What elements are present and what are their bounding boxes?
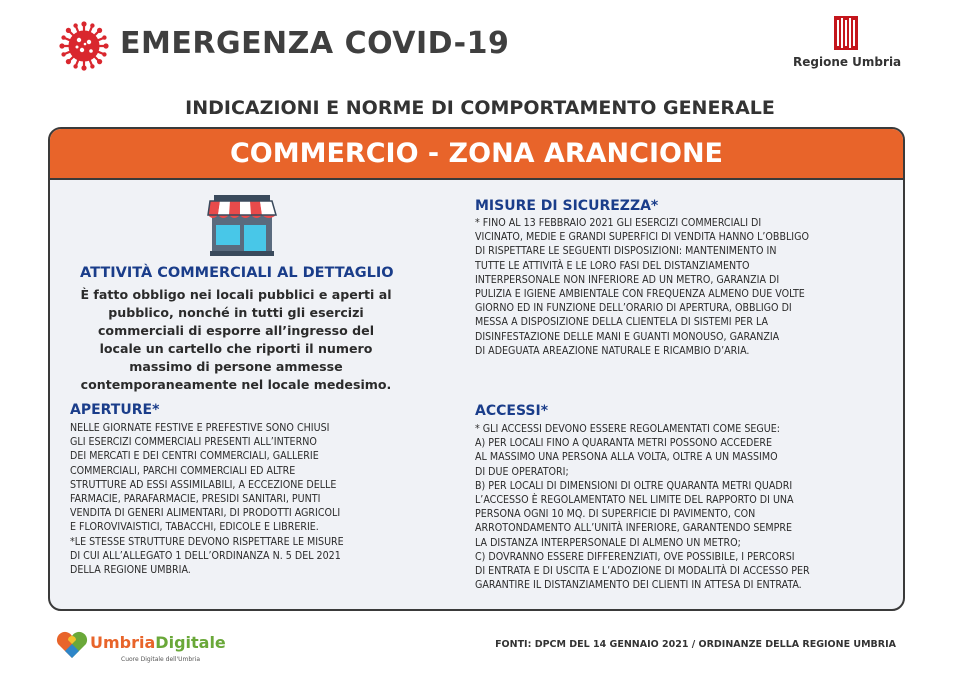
- misure-line: * FINO AL 13 FEBBRAIO 2021 GLI ESERCIZI COMMERCIALI DI: [475, 217, 762, 229]
- aperture-line: DI CUI ALL’ALLEGATO 1 DELL’ORDINANZA N. 5 DEL 2021: [70, 549, 341, 562]
- accessi-section-text: [475, 422, 810, 592]
- accessi-line: DI DUE OPERATORI;: [475, 465, 569, 478]
- regione-umbria-logo: [834, 16, 858, 50]
- aperture-line: GLI ESERCIZI COMMERCIALI PRESENTI ALL’INTERNO: [70, 436, 317, 449]
- umbria-digitale-heart-icon: [55, 631, 89, 659]
- accessi-line: DI ENTRATA E DI USCITA E L’ADOZIONE DI MODALITÀ DI ACCESSO PER: [475, 565, 810, 578]
- brand-part-1: Umbria: [90, 633, 156, 652]
- shop-icon: [206, 195, 278, 259]
- aperture-line: DEI MERCATI E DEI CENTRI COMMERCIALI, GALLERIE: [70, 450, 319, 463]
- brand-tagline: Cuore Digitale dell'Umbria: [121, 656, 200, 663]
- misure-line: VICINATO, MEDIE E GRANDI SUPERFICI DI VENDITA HANNO L’OBBLIGO: [475, 231, 809, 244]
- misure-line: MESSA A DISPOSIZIONE DELLA CLIENTELA DI SISTEMI PER LA: [475, 316, 769, 329]
- misure-section-title: MISURE DI SICUREZZA*: [475, 198, 659, 214]
- aperture-line: STRUTTURE AD ESSI ASSIMILABILI, A ECCEZIONE DELLE: [70, 478, 337, 491]
- aperture-line: E FLOROVIVAISTICI, TABACCHI, EDICOLE E LIBRERIE.: [70, 521, 319, 534]
- zone-banner: COMMERCIO - ZONA ARANCIONE: [50, 129, 903, 180]
- misure-section-text: [475, 216, 809, 358]
- content-panel: [48, 127, 905, 611]
- accessi-line: PERSONA OGNI 10 MQ. DI SUPERFICIE DI PAVIMENTO, CON: [475, 508, 756, 521]
- region-name: Regione Umbria: [793, 55, 902, 69]
- accessi-section-title: ACCESSI*: [475, 403, 549, 419]
- misure-line: DISINFESTAZIONE DELLE MANI E GUANTI MONOUSO, GARANZIA: [475, 330, 780, 343]
- aperture-section-text: [70, 421, 344, 577]
- accessi-line: A) PER LOCALI FINO A QUARANTA METRI POSSONO ACCEDERE: [475, 437, 772, 450]
- retail-section-title: ATTIVITÀ COMMERCIALI AL DETTAGLIO: [80, 265, 394, 281]
- aperture-line: COMMERCIALI, PARCHI COMMERCIALI ED ALTRE: [70, 464, 296, 477]
- accessi-line: LA DISTANZA INTERPERSONALE DI ALMENO UN METRO;: [475, 536, 741, 549]
- aperture-section-title: APERTURE*: [70, 402, 160, 418]
- misure-line: DI RISPETTARE LE SEGUENTI DISPOSIZIONI: MANTENIMENTO IN: [475, 245, 777, 258]
- accessi-line: * GLI ACCESSI DEVONO ESSERE REGOLAMENTATI COME SEGUE:: [475, 423, 781, 435]
- accessi-line: GARANTIRE IL DISTANZIAMENTO DEI CLIENTI IN ATTESA DI ENTRATA.: [475, 579, 802, 592]
- misure-line: TUTTE LE ATTIVITÀ E LE LORO FASI DEL DISTANZIAMENTO: [475, 259, 750, 272]
- page-title: EMERGENZA COVID-19: [120, 26, 510, 61]
- umbria-digitale-brand: [90, 633, 226, 652]
- accessi-line: B) PER LOCALI DI DIMENSIONI DI OLTRE QUARANTA METRI QUADRI: [475, 479, 793, 492]
- aperture-line: NELLE GIORNATE FESTIVE E PREFESTIVE SONO CHIUSI: [70, 422, 330, 434]
- retail-section-text: È fatto obbligo nei locali pubblici e aperti al pubblico, nonché in tutti gli esercizi commerciali di esporre all’ingresso del locale un cartello che riporti il numero massimo di persone ammesse contemporaneamente nel locale medesimo.: [80, 287, 392, 392]
- misure-line: GIORNO ED IN FUNZIONE DELL’ORARIO DI APERTURA, OBBLIGO DI: [475, 302, 792, 315]
- brand-part-2: Digitale: [155, 633, 226, 652]
- misure-line: PULIZIA E IGIENE AMBIENTALE CON FREQUENZA ALMENO DUE VOLTE: [475, 288, 805, 301]
- accessi-line: ARROTONDAMENTO ALL’UNITÀ INFERIORE, GARANTENDO SEMPRE: [475, 522, 793, 535]
- aperture-line: DELLA REGIONE UMBRIA.: [70, 564, 191, 577]
- aperture-line: VENDITA DI GENERI ALIMENTARI, DI PRODOTTI AGRICOLI: [70, 507, 341, 520]
- accessi-line: AL MASSIMO UNA PERSONA ALLA VOLTA, OLTRE A UN MASSIMO: [475, 451, 778, 464]
- sources-note: FONTI: DPCM DEL 14 GENNAIO 2021 / ORDINANZE DELLA REGIONE UMBRIA: [495, 639, 896, 650]
- virus-icon: [58, 20, 110, 72]
- misure-line: DI ADEGUATA AREAZIONE NATURALE E RICAMBIO D’ARIA.: [475, 344, 750, 357]
- aperture-line: FARMACIE, PARAFARMACIE, PRESIDI SANITARI, PUNTI: [70, 493, 321, 506]
- accessi-line: L’ACCESSO È REGOLAMENTATO NEL LIMITE DEL RAPPORTO DI UNA: [475, 494, 794, 507]
- aperture-line: *LE STESSE STRUTTURE DEVONO RISPETTARE LE MISURE: [70, 535, 344, 548]
- page-subtitle: INDICAZIONI E NORME DI COMPORTAMENTO GENERALE: [185, 97, 775, 119]
- misure-line: INTERPERSONALE NON INFERIORE AD UN METRO, GARANZIA DI: [475, 273, 780, 286]
- accessi-line: C) DOVRANNO ESSERE DIFFERENZIATI, OVE POSSIBILE, I PERCORSI: [475, 550, 795, 563]
